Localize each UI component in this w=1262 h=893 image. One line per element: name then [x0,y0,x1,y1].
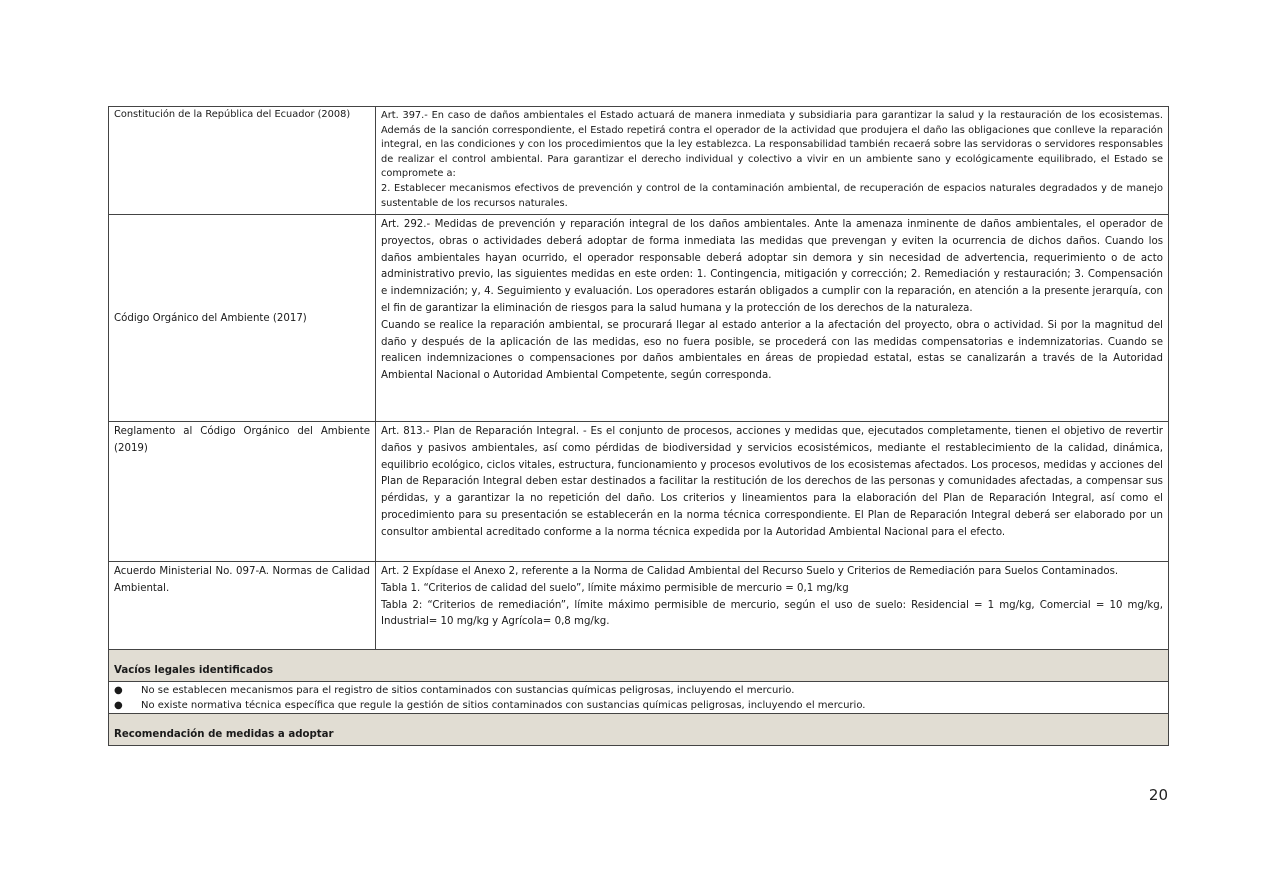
table-row [109,215,1169,422]
article-paragraph: Art. 292.- Medidas de prevención y reparación integral de los daños ambientales. Ante la amenaza inminente de daños ambientales, el operador de proyectos, obras o actividades deberá adoptar de forma inmediata las medidas que prevengan y eviten la ocurrencia de dichos daños. Cuando los daños ambientales hayan ocurrido, el operador responsable deberá adoptar sin demora y sin necesidad de advertencia, requerimiento o de acto administrativo previo, las siguientes medidas en este orden: 1. Contingencia, mitigación y corrección; 2. Remediación y restauración; 3. Compensación e indemnización; y, 4. Seguimiento y evaluación. Los operadores estarán obligados a cumplir con la reparación, en atención a la presente jerarquía, con el fin de garantizar la eliminación de riesgos para la salud humana y la protección de los derechos de la naturaleza. [381,219,1163,314]
article-cell [376,562,1169,650]
article-paragraph: Tabla 2: “Criterios de remediación”, límite máximo permisible de mercurio, según el uso de suelo: Residencial = 1 mg/kg, Comercial = 10 mg/kg, Industrial= 10 mg/kg y Agrícola= 0,8 mg/kg. [381,599,1163,628]
gaps-heading: Vacíos legales identificados [109,650,1169,682]
bullet-icon: ● [114,699,123,711]
article-paragraph: 2. Establecer mecanismos efectivos de prevención y control de la contaminación ambiental, de recuperación de espacios naturales degradados y de manejo sustentable de los recursos naturales. [381,182,1163,209]
gap-text: No existe normativa técnica específica que regule la gestión de sitios contaminados con sustancias químicas peligrosas, incluyendo el mercurio. [141,699,866,711]
table-row [109,422,1169,562]
article-cell [376,215,1169,422]
instrument-cell: Código Orgánico del Ambiente (2017) [109,215,376,422]
article-cell [376,422,1169,562]
gaps-list-row [109,682,1169,714]
gaps-heading-row [109,650,1169,682]
article-paragraph: Art. 397.- En caso de daños ambientales el Estado actuará de manera inmediata y subsidiaria para garantizar la salud y la restauración de los ecosistemas. Además de la sanción correspondiente, el Estado repetirá contra el operador de la actividad que produjera el daño las obligaciones que conlleve la reparación integral, en las condiciones y con los procedimientos que la ley establezca. La responsabilidad también recaerá sobre las servidoras o servidores responsables de realizar el control ambiental. Para garantizar el derecho individual y colectivo a vivir en un ambiente sano y ecológicamente equilibrado, el Estado se compromete a: [381,110,1163,180]
article-cell [376,107,1169,215]
instrument-cell: Acuerdo Ministerial No. 097-A. Normas de Calidad Ambiental. [109,562,376,650]
recommendations-heading-row [109,714,1169,746]
gap-text: No se establecen mecanismos para el registro de sitios contaminados con sustancias químicas peligrosas, incluyendo el mercurio. [141,685,795,696]
list-item [114,699,1163,714]
article-paragraph: Tabla 1. “Criterios de calidad del suelo”, límite máximo permisible de mercurio = 0,1 mg/kg [381,582,849,594]
table-row [109,107,1169,215]
article-paragraph: Cuando se realice la reparación ambiental, se procurará llegar al estado anterior a la afectación del proyecto, obra o actividad. Si por la magnitud del daño y después de la aplicación de las medidas, eso no fuera posible, se procederá con las medidas compensatorias e indemnizatorias. Cuando se realicen indemnizaciones o compensaciones por daños ambientales en áreas de propiedad estatal, estas se canalizarán a través de la Autoridad Ambiental Nacional o Autoridad Ambiental Competente, según corresponda. [381,319,1163,382]
page-number: 20 [1148,786,1168,804]
table-row [109,562,1169,650]
article-paragraph: Art. 2 Expídase el Anexo 2, referente a la Norma de Calidad Ambiental del Recurso Suelo y Criterios de Remediación para Suelos Contaminados. [381,566,1119,577]
bullet-icon: ● [114,685,123,696]
article-paragraph: Art. 813.- Plan de Reparación Integral. - Es el conjunto de procesos, acciones y medidas que, ejecutados completamente, tienen el objetivo de revertir daños y pasivos ambientales, así como pérdidas de biodiversidad y servicios ecosistémicos, mediante el restablecimiento de la calidad, dinámica, equilibrio ecológico, ciclos vitales, estructura, funcionamiento y procesos evolutivos de los ecosistemas afectados. Los procesos, medidas y acciones del Plan de Reparación Integral deben estar destinados a facilitar la restitución de los derechos de las personas y comunidades afectadas, a compensar sus pérdidas, y a garantizar la no repetición del daño. Los criterios y lineamientos para la elaboración del Plan de Reparación Integral, así como el procedimiento para su presentación se establecerán en la norma técnica correspondiente. El Plan de Reparación Integral deberá ser elaborado por un consultor ambiental acreditado conforme a la norma técnica expedida por la Autoridad Ambiental Nacional para el efecto. [381,426,1163,538]
legal-framework-table [108,106,1169,746]
list-item [114,684,1163,699]
instrument-cell: Constitución de la República del Ecuador (2008) [109,107,376,215]
recommendations-heading: Recomendación de medidas a adoptar [109,714,1169,746]
gaps-list [109,682,1169,714]
instrument-cell: Reglamento al Código Orgánico del Ambiente (2019) [109,422,376,562]
